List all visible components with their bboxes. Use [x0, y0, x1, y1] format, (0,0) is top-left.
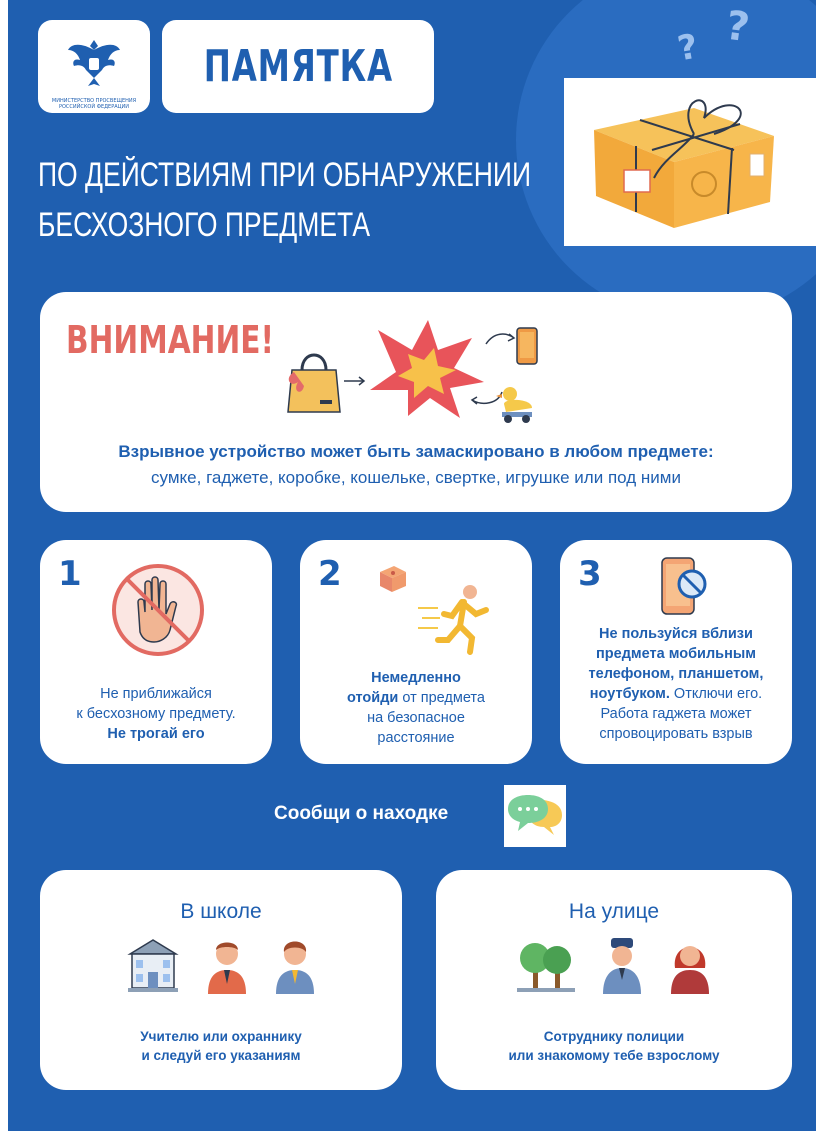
arrow-icon	[344, 376, 368, 386]
school-building-icon	[124, 936, 182, 994]
place-line-2: или знакомому тебе взрослому	[508, 1048, 720, 1063]
title-box	[162, 20, 434, 113]
step-2-bold-2: отойди	[347, 690, 399, 706]
question-mark-icon: ?	[674, 26, 702, 70]
step-2-line-2: на безопасное	[367, 710, 465, 726]
step-3-bold-3: телефоном, планшетом,	[588, 666, 764, 682]
step-3-line-1: Отключи его.	[669, 686, 763, 702]
ministry-logo	[38, 20, 150, 113]
parcel-box-icon	[564, 78, 816, 246]
subtitle	[38, 150, 531, 250]
place-line-1: Учителю или охраннику	[140, 1029, 302, 1044]
boy-icon	[204, 936, 250, 994]
eagle-emblem-icon	[64, 32, 124, 92]
running-man-icon	[416, 580, 496, 660]
stop-hand-icon	[110, 562, 206, 658]
step-2-line-1: от предмета	[398, 690, 485, 706]
place-card-school	[40, 870, 402, 1090]
place-instructions	[436, 1027, 792, 1065]
step-2-line-3: расстояние	[377, 730, 455, 746]
step-number: 2	[318, 554, 342, 594]
place-title: В школе	[180, 900, 262, 923]
poster	[8, 0, 816, 1131]
report-label: Сообщи о находке	[274, 803, 449, 824]
step-2-text	[306, 668, 526, 748]
step-card-1	[40, 540, 272, 764]
step-3-line-3: спровоцировать взрыв	[599, 726, 753, 742]
parcel-photo	[564, 78, 816, 246]
phone-blocked-icon	[658, 556, 710, 618]
trees-icon	[515, 936, 577, 994]
place-title: На улице	[568, 900, 660, 923]
woman-icon	[667, 936, 713, 994]
place-card-street	[436, 870, 792, 1090]
step-card-3	[560, 540, 792, 764]
attention-title: ВНИМАНИЕ!	[66, 318, 275, 362]
step-3-line-2: Работа гаджета может	[600, 706, 752, 722]
attention-text: сумке, гаджете, коробке, кошельке, свертке, игрушке или под ними	[151, 468, 681, 487]
step-1-bold: Не трогай его	[107, 726, 205, 742]
step-2-bold-1: Немедленно	[371, 670, 461, 686]
question-mark-icon: ?	[722, 2, 753, 52]
chat-bubbles-icon	[504, 785, 566, 847]
girl-icon	[272, 936, 318, 994]
place-icons	[436, 936, 792, 994]
place-line-2: и следуй его указаниям	[141, 1048, 301, 1063]
step-3-bold-1: Не пользуйся вблизи	[599, 626, 753, 642]
place-instructions	[40, 1027, 402, 1065]
place-line-1: Сотруднику полиции	[543, 1029, 685, 1044]
attention-bold-text: Взрывное устройство может быть замаскировано в любом предмете:	[118, 442, 714, 461]
attention-card	[40, 292, 792, 512]
page-title: ПАМЯТКА	[203, 41, 393, 92]
step-3-bold-4: ноутбуком.	[589, 686, 670, 702]
handbag-icon	[284, 342, 344, 418]
step-1-line-1: Не приближайся	[100, 686, 212, 702]
step-number: 1	[58, 554, 82, 594]
toy-duck-icon	[496, 384, 536, 424]
police-officer-icon	[599, 936, 645, 994]
small-box-icon	[376, 562, 410, 596]
step-card-2	[300, 540, 532, 764]
step-1-text	[46, 684, 266, 744]
step-number: 3	[578, 554, 602, 594]
step-3-bold-2: предмета мобильным	[596, 646, 756, 662]
subtitle-line-1: ПО ДЕЙСТВИЯМ ПРИ ОБНАРУЖЕНИИ	[38, 156, 532, 194]
place-icons	[40, 936, 402, 994]
step-3-text	[566, 624, 786, 744]
subtitle-line-2: БЕСХОЗНОГО ПРЕДМЕТА	[38, 206, 371, 244]
phone-icon	[512, 326, 542, 366]
step-1-line-2: к бесхозному предмету.	[76, 706, 236, 722]
logo-text: МИНИСТЕРСТВО ПРОСВЕЩЕНИЯ РОССИЙСКОЙ ФЕДЕРАЦИИ	[51, 98, 137, 110]
